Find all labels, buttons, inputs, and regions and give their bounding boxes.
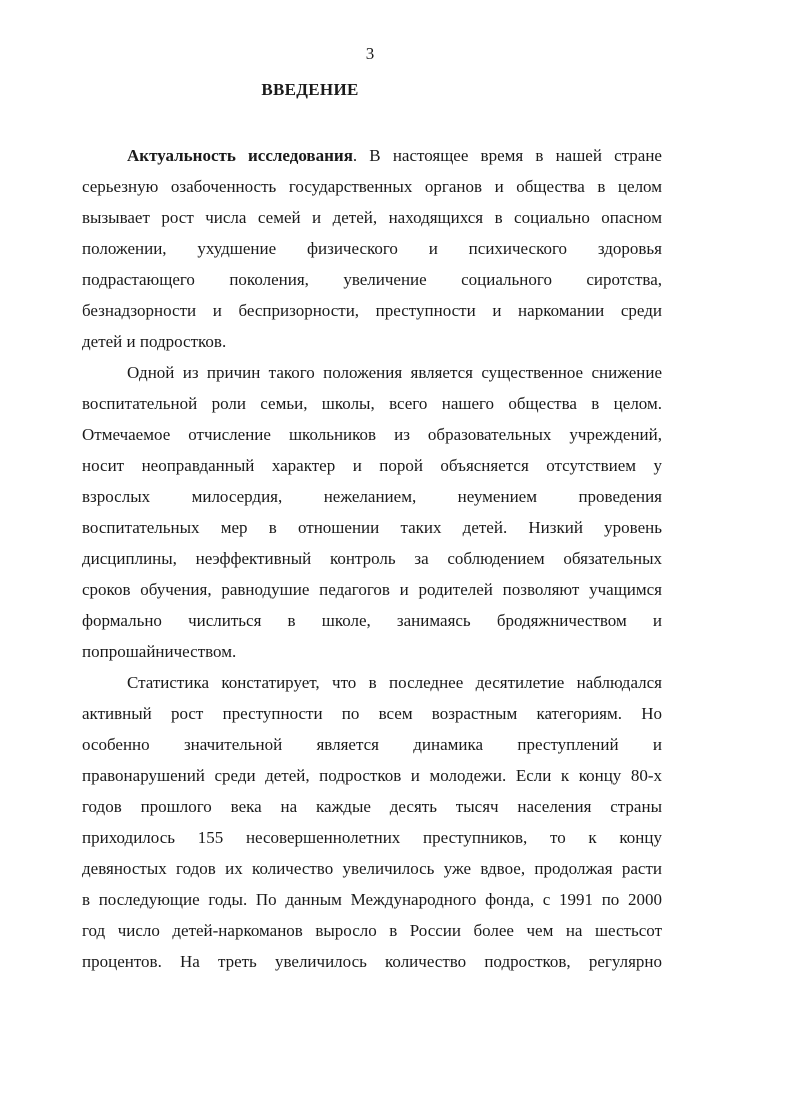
- text-line: год число детей-наркоманов выросло в России более чем на шестьсот: [82, 921, 662, 940]
- text-line: сроков обучения, равнодушие педагогов и родителей позволяют учащимся: [82, 580, 662, 599]
- text-line: приходилось 155 несовершеннолетних преступников, то к концу: [82, 828, 662, 847]
- text-line: годов прошлого века на каждые десять тысяч населения страны: [82, 797, 662, 816]
- text-line: попрошайничеством.: [82, 642, 237, 661]
- text-line: Одной из причин такого положения является существенное снижение: [127, 363, 662, 382]
- text-line: дисциплины, неэффективный контроль за соблюдением обязательных: [82, 549, 662, 568]
- text-line: вызывает рост числа семей и детей, находящихся в социально опасном: [82, 208, 662, 227]
- section-heading: ВВЕДЕНИЕ: [261, 80, 359, 99]
- paragraph-relevance: [82, 140, 662, 357]
- page-number: 3: [365, 44, 375, 63]
- text-line: взрослых милосердия, нежеланием, неумением проведения: [82, 487, 662, 506]
- paragraph-statistics: [82, 667, 662, 977]
- text-line: воспитательной роли семьи, школы, всего нашего общества в целом.: [82, 394, 662, 413]
- text-line: Актуальность исследования. В настоящее время в нашей стране: [127, 146, 662, 165]
- text-line: активный рост преступности по всем возрастным категориям. Но: [82, 704, 662, 723]
- paragraph-causes: [82, 357, 662, 667]
- text-line: Статистика констатирует, что в последнее десятилетие наблюдался: [127, 673, 662, 692]
- text-line: формально числиться в школе, занимаясь бродяжничеством и: [82, 611, 662, 630]
- body-text: [82, 140, 662, 977]
- text-line: безнадзорности и беспризорности, преступности и наркомании среди: [82, 301, 662, 320]
- text-line: особенно значительной является динамика преступлений и: [82, 735, 662, 754]
- text-line: процентов. На треть увеличилось количество подростков, регулярно: [82, 952, 662, 971]
- text-line: детей и подростков.: [82, 332, 227, 351]
- text-line: подрастающего поколения, увеличение социального сиротства,: [82, 270, 662, 289]
- text-line: положении, ухудшение физического и психического здоровья: [82, 239, 662, 258]
- text-line: правонарушений среди детей, подростков и молодежи. Если к концу 80-х: [82, 766, 662, 785]
- text-line: носит неоправданный характер и порой объясняется отсутствием у: [82, 456, 662, 475]
- text-line: серьезную озабоченность государственных органов и общества в целом: [82, 177, 662, 196]
- bold-term: Актуальность исследования: [127, 146, 353, 165]
- text-line: девяностых годов их количество увеличилось уже вдвое, продолжая расти: [82, 859, 662, 878]
- text-line: в последующие годы. По данным Международного фонда, с 1991 по 2000: [82, 890, 662, 909]
- text-line: воспитательных мер в отношении таких детей. Низкий уровень: [82, 518, 662, 537]
- text-line: Отмечаемое отчисление школьников из образовательных учреждений,: [82, 425, 662, 444]
